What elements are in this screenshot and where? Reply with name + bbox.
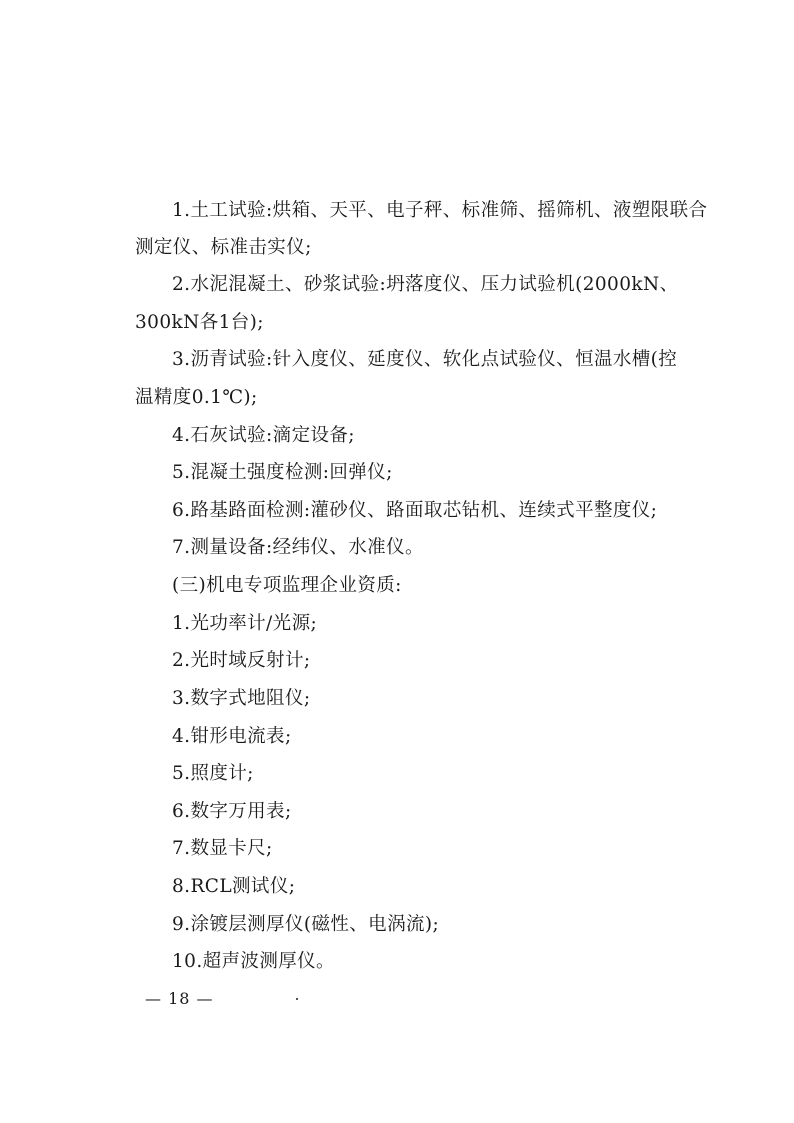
text-line: 8.RCL测试仪; xyxy=(172,876,296,897)
text-line: 温精度0.1℃); xyxy=(135,387,258,408)
text-line: 6.数字万用表; xyxy=(172,801,292,822)
scan-speck xyxy=(296,998,298,1000)
text-line: 7.数显卡尺; xyxy=(172,838,273,859)
text-line: 1.土工试验:烘箱、天平、电子秤、标准筛、摇筛机、液塑限联合 xyxy=(172,200,708,221)
text-line: 5.照度计; xyxy=(172,763,254,784)
text-line: 2.水泥混凝土、砂浆试验:坍落度仪、压力试验机(2000kN、 xyxy=(172,274,679,295)
text-line: 10.超声波测厚仪。 xyxy=(172,951,335,972)
text-line: 7.测量设备:经纬仪、水准仪。 xyxy=(172,537,424,558)
text-line: 3.数字式地阻仪; xyxy=(172,688,311,709)
text-line: 5.混凝土强度检测:回弹仪; xyxy=(172,462,393,483)
page-number: — 18 — xyxy=(145,989,214,1008)
text-line: 9.涂镀层测厚仪(磁性、电涡流); xyxy=(172,914,440,935)
text-line: 6.路基路面检测:灌砂仪、路面取芯钻机、连续式平整度仪; xyxy=(172,500,658,521)
text-line: 2.光时域反射计; xyxy=(172,650,311,671)
section-heading: (三)机电专项监理企业资质: xyxy=(172,575,402,596)
text-line: 4.石灰试验:滴定设备; xyxy=(172,425,355,446)
text-line: 1.光功率计/光源; xyxy=(172,613,318,634)
text-line: 3.沥青试验:针入度仪、延度仪、软化点试验仪、恒温水槽(控 xyxy=(172,349,678,370)
text-line: 300kN各1台); xyxy=(135,312,264,333)
text-line: 测定仪、标准击实仪; xyxy=(135,237,312,258)
text-line: 4.钳形电流表; xyxy=(172,726,292,747)
